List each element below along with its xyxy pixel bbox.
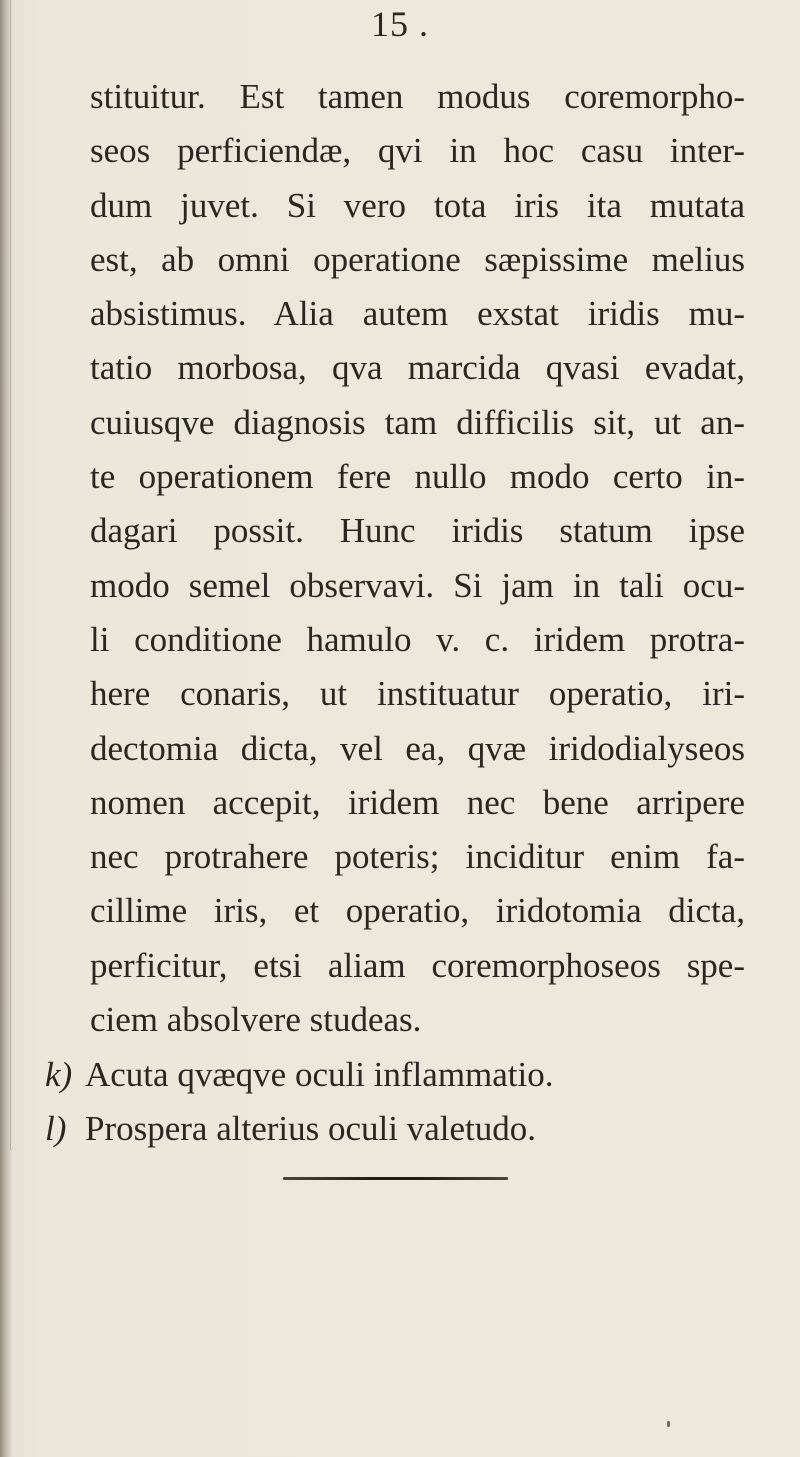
paper-speck <box>667 1421 670 1427</box>
text-line: nec protrahere poteris; inciditur enim fa- <box>90 837 745 877</box>
list-marker: k) <box>45 1055 73 1094</box>
page-edge-line <box>10 0 11 1150</box>
body-paragraph <box>90 70 745 1047</box>
text-line: est, ab omni operatione sæpissime melius <box>90 239 745 279</box>
text-line: perficitur, etsi aliam coremorphoseos spe- <box>90 945 745 985</box>
text-line: absistimus. Alia autem exstat iridis mu- <box>90 294 745 334</box>
text-line: ciem absolvere studeas. <box>90 1000 422 1040</box>
list-item-k <box>45 1048 745 1102</box>
text-line: te operationem fere nullo modo certo in- <box>90 457 745 497</box>
text-line: seos perficiendæ, qvi in hoc casu inter- <box>90 131 745 171</box>
text-line: dagari possit. Hunc iridis statum ipse <box>90 511 745 551</box>
text-line: modo semel observavi. Si jam in tali ocu- <box>90 565 745 605</box>
text-line: dectomia dicta, vel ea, qvæ iridodialyseos <box>90 728 745 768</box>
text-line: nomen accepit, iridem nec bene arripere <box>90 782 745 822</box>
text-line: tatio morbosa, qva marcida qvasi evadat, <box>90 348 745 388</box>
text-line: dum juvet. Si vero tota iris ita mutata <box>90 185 745 225</box>
text-line: stituitur. Est tamen modus coremorpho- <box>90 77 745 116</box>
text-line: cuiusqve diagnosis tam difficilis sit, ut an- <box>90 402 745 442</box>
page-number: 15 . <box>371 4 429 44</box>
text-line: here conaris, ut instituatur operatio, iri- <box>90 674 745 714</box>
list-item-l <box>45 1102 745 1156</box>
list-marker: l) <box>45 1109 67 1148</box>
text-line: li conditione hamulo v. c. iridem protra- <box>90 619 745 659</box>
section-divider-rule <box>283 1177 508 1180</box>
list-item-text: Prospera alterius oculi valetudo. <box>85 1109 536 1148</box>
list-item-text: Acuta qvæqve oculi inflammatio. <box>85 1055 554 1094</box>
text-line: cillime iris, et operatio, iridotomia dicta, <box>90 891 745 931</box>
